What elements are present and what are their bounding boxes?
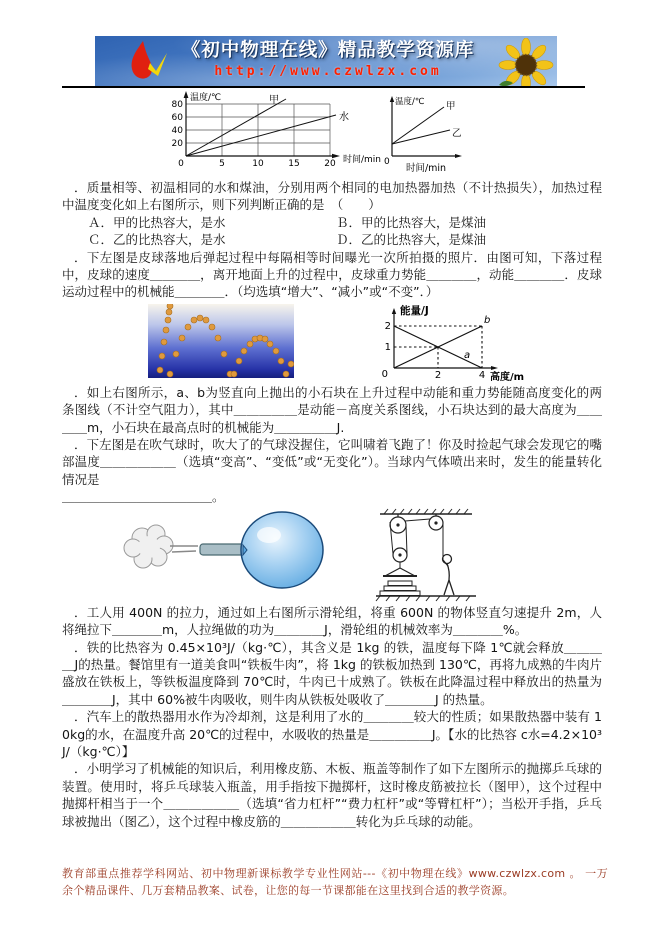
header-divider bbox=[62, 86, 585, 88]
option-d: Ｄ．乙的比热容大，是煤油 bbox=[336, 232, 487, 248]
svg-text:2: 2 bbox=[434, 369, 442, 381]
origin-label: 0 bbox=[381, 368, 388, 380]
series-a-label: a bbox=[464, 349, 471, 361]
balloon-nozzle bbox=[200, 544, 244, 555]
air-motion-lines bbox=[170, 546, 198, 552]
svg-text:4: 4 bbox=[478, 369, 486, 381]
air-puff-icon bbox=[124, 525, 173, 568]
y-tick-labels bbox=[172, 100, 184, 149]
svg-text:5: 5 bbox=[219, 159, 225, 169]
question-4-blank-line: ＿＿＿＿＿＿＿＿＿＿＿＿。 bbox=[62, 489, 225, 505]
balloon-body bbox=[241, 512, 323, 588]
x-tick-labels bbox=[178, 159, 336, 169]
question-2-text: ．下左图是皮球落地后弹起过程中每隔相等时间曝光一次所拍摄的照片．由图可知，下落过程中，皮球的速度＿＿＿＿，离开地面上升的过程中，皮球重力势能＿＿＿＿，动能＿＿＿＿．皮球运动过程中的机械能＿＿＿＿．（均选填“增大”、“减小”或“不变”．） bbox=[62, 249, 602, 300]
y-tick-labels bbox=[385, 321, 391, 353]
sunflower-icon bbox=[493, 38, 555, 86]
question-6-text: ．铁的比热容为 0.45×10³J/（kg·℃），其含义是 1kg 的铁，温度每下降 1℃就会释放＿＿＿＿J的热量。餐馆里有一道美食叫“铁板牛肉”，将 1kg 的铁板加热到 130℃，再将九成熟的牛肉片盛放在铁板上，等铁板温度降到 70℃时，牛肉已十成熟了。铁板在此降温过程中释放出的热量为＿＿＿＿J，其中 60%被牛肉吸收，则牛肉从铁板处吸收了＿＿＿＿J 的热量。 bbox=[62, 639, 602, 707]
series-water-label: 水 bbox=[339, 112, 349, 123]
x-tick-labels bbox=[435, 370, 485, 381]
question-7-text: ．汽车上的散热器用水作为冷却剂，这是利用了水的＿＿＿＿较大的性质；如果散热器中装有 10kg的水，在温度升高 20℃的过程中，水吸收的热量是＿＿＿＿＿J。【水的比热容 c水=4.2×10³J/（kg·℃）】 bbox=[62, 709, 602, 759]
question-1-options bbox=[88, 214, 602, 249]
banner-title: 《初中物理在线》精品教学资源库 bbox=[181, 40, 475, 61]
svg-text:20: 20 bbox=[324, 159, 336, 169]
heating-chart-left bbox=[166, 90, 406, 172]
question-1-text: ．质量相等、初温相同的水和煤油，分别用两个相同的电加热器加热（不计热损失），加热过程中温度变化如上右图所示，则下列判断正确的是 （ ） bbox=[62, 180, 602, 213]
load-platform bbox=[383, 568, 417, 576]
series-jia-label: 甲 bbox=[446, 101, 456, 112]
svg-text:2: 2 bbox=[384, 320, 391, 332]
footer-promo-text: 教育部重点推荐学科网站、初中物理新课标教学专业性网站---《初中物理在线》www.czwlzx.com 。 一万余个精品课件、几万套精品教案、试卷，让您的每一节课都能在这里找到合适的教学资源。 bbox=[62, 867, 608, 897]
questions-area bbox=[62, 179, 602, 830]
svg-text:20: 20 bbox=[171, 139, 183, 149]
series-jia-label: 甲 bbox=[269, 95, 279, 106]
deflating-balloon-figure bbox=[112, 508, 332, 592]
worker-figure bbox=[443, 554, 455, 595]
svg-text:80: 80 bbox=[171, 100, 183, 110]
svg-text:0: 0 bbox=[178, 159, 184, 169]
svg-text:60: 60 bbox=[171, 113, 183, 123]
question-8-text: ．小明学习了机械能的知识后，利用橡皮筋、木板、瓶盖等制作了如下左图所示的抛掷乒乓球的装置。使用时，将乒乓球装入瓶盖，用手指按下抛掷杆，这时橡皮筋被拉长（图甲），这个过程中抛掷杆相当于一个＿＿＿＿＿＿（选填“省力杠杆”“费力杠杆”或“等臂杠杆”）；当松开手指，乒乓球被抛出（图乙），这个过程中橡皮筋的＿＿＿＿＿＿转化为乒乓球的动能。 bbox=[62, 761, 602, 829]
x-axis-label: 高度/m bbox=[490, 371, 525, 382]
y-axis-label: 温度/℃ bbox=[190, 93, 222, 103]
figure-row-1 bbox=[148, 304, 602, 382]
x-axis-label: 时间/min bbox=[405, 163, 447, 174]
option-b: Ｂ．甲的比热容大，是煤油 bbox=[336, 214, 487, 230]
svg-text:40: 40 bbox=[171, 126, 183, 136]
heating-chart-right bbox=[378, 92, 470, 176]
option-a: Ａ．甲的比热容大，是水 bbox=[88, 214, 226, 230]
svg-text:1: 1 bbox=[384, 341, 391, 353]
bouncing-ball-strobe-photo bbox=[148, 304, 294, 378]
pulleys bbox=[390, 514, 443, 562]
y-axis-label: 温度/℃ bbox=[395, 97, 425, 107]
site-logo-icon bbox=[121, 38, 169, 84]
energy-height-chart bbox=[376, 304, 526, 382]
site-banner bbox=[95, 36, 557, 86]
series-b-label: b bbox=[484, 314, 491, 326]
banner-url: http://www.czwlzx.com bbox=[214, 64, 442, 79]
figure-row-2 bbox=[112, 508, 602, 602]
y-axis-label: 能量/J bbox=[400, 304, 429, 317]
question-4-text: ．下左图是在吹气球时，吹大了的气球没握住，它叫啸着飞跑了！你及时捡起气球会发现它的嘴部温度＿＿＿＿＿＿（选填“变高”、“变低”或“无变化”）。当球内气体喷出来时，发生的能量转化情况是 bbox=[62, 437, 602, 487]
x-axis-label: 时间/min bbox=[343, 155, 382, 165]
svg-text:15: 15 bbox=[288, 159, 300, 169]
banner-text bbox=[165, 38, 491, 80]
svg-text:10: 10 bbox=[252, 159, 264, 169]
load-stack bbox=[380, 581, 420, 596]
option-c: Ｃ．乙的比热容大，是水 bbox=[88, 232, 226, 248]
balloon-highlight bbox=[257, 527, 281, 543]
pulley-system-figure bbox=[372, 508, 480, 602]
series-yi-label: 乙 bbox=[452, 128, 462, 139]
question-3-text: ．如上右图所示，a、b为竖直向上抛出的小石块在上升过程中动能和重力势能随高度变化的两条图线（不计空气阻力），其中＿＿＿＿＿是动能－高度关系图线，小石块达到的最大高度为＿＿＿＿m，小石块在最高点时的机械能为＿＿＿＿＿J. bbox=[62, 384, 602, 435]
origin-label: 0 bbox=[384, 157, 390, 167]
question-5-text: ．工人用 400N 的拉力，通过如上右图所示滑轮组，将重 600N 的物体竖直匀速提升 2m，人将绳拉下＿＿＿＿m，人拉绳做的功为＿＿＿＿J，滑轮组的机械效率为＿＿＿＿%。 bbox=[62, 604, 602, 638]
